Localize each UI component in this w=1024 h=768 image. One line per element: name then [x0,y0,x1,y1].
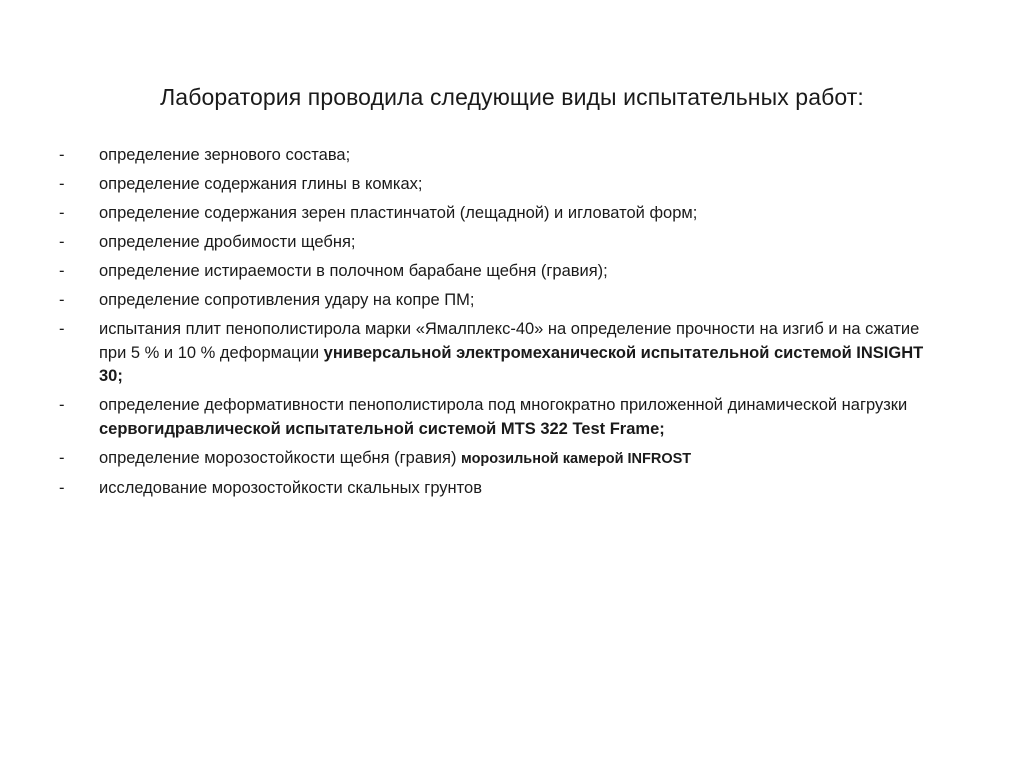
list-item-plain: определение морозостойкости щебня (гравия) [99,448,462,467]
list-item-text [99,202,929,226]
list-item-plain: определение истираемости в полочном барабане щебня (гравия); [99,262,608,280]
list-item-text [99,447,929,472]
list-item [0,202,1024,226]
list-bullet: - [59,233,65,251]
list-item-text [99,318,929,389]
list-bullet: - [59,175,65,193]
list-item [0,477,1024,501]
list-bullet: - [59,204,65,222]
list-item-text [99,144,929,168]
list-item-plain: определение сопротивления удару на копре ПМ; [99,291,475,309]
list-item-plain: определение дробимости щебня; [99,233,356,251]
list-item [0,318,1024,389]
list-bullet: - [59,478,65,497]
list-item-bold: морозильной камерой INFROST [461,450,692,467]
list-item-bold: сервогидравлической испытательной системой MTS 322 Test Frame; [99,419,665,438]
list-item-plain: определение содержания зерен пластинчатой (лещадной) и игловатой форм; [99,204,698,222]
list-item-text [99,173,929,197]
list-item-plain: определение зернового состава; [99,146,351,164]
list-item-bold: универсальной электромеханической испытательной системой INSIGHT 30; [99,343,924,385]
list-item-text [99,477,929,501]
list-bullet: - [59,262,65,280]
list-item [0,394,1024,441]
list-bullet: - [59,291,65,309]
list-item [0,289,1024,313]
list-item [0,260,1024,284]
list-item-text [99,231,929,255]
list-item-text [99,289,929,313]
list-item-text [99,260,929,284]
list-item-plain: испытания плит пенополистирола марки «Ямалплекс-40» на определение прочности на изгиб и на сжатие при 5 % и 10 % деформации [99,320,920,362]
list-item [0,173,1024,197]
list-item [0,447,1024,472]
list-item-text [99,394,929,441]
work-list [0,144,1024,506]
list-bullet: - [59,396,65,414]
slide-title: Лаборатория проводила следующие виды испытательных работ: [160,84,864,110]
list-item [0,231,1024,255]
list-item [0,144,1024,168]
list-item-plain: определение содержания глины в комках; [99,175,423,193]
list-item-plain: определение деформативности пенополистирола под многократно приложенной динамической нагрузки [99,396,908,414]
list-bullet: - [59,448,65,467]
list-bullet: - [59,146,65,164]
list-bullet: - [59,320,65,338]
list-item-plain: исследование морозостойкости скальных грунтов [99,478,482,497]
